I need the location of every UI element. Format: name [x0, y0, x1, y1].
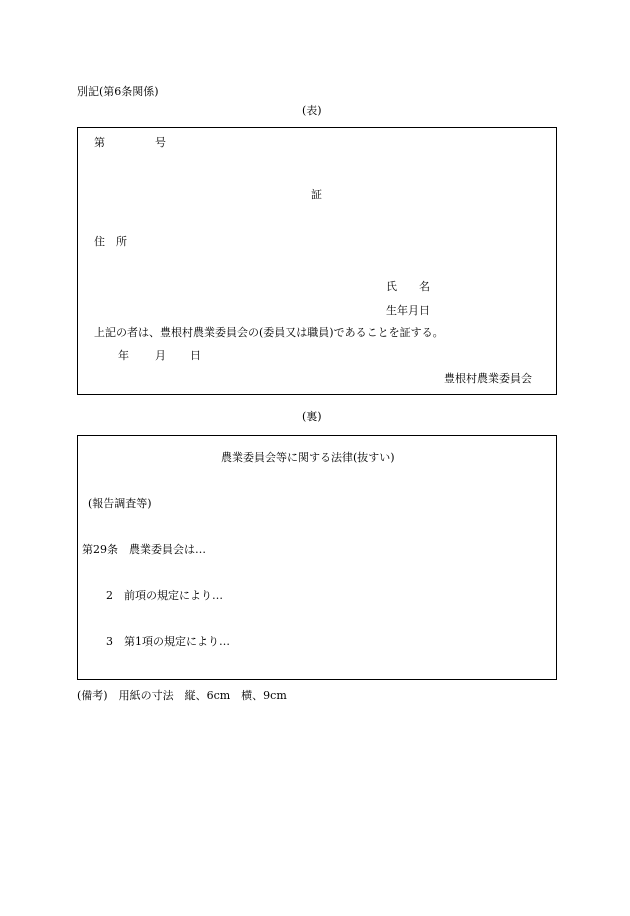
name-label: 氏 名: [386, 280, 430, 293]
date-month: 月: [155, 349, 166, 362]
article-29: 第29条 農業委員会は…: [82, 543, 206, 556]
certification-text: 上記の者は、豊根村農業委員会の(委員又は職員)であることを証する。: [94, 326, 444, 339]
back-side-label: (裏): [302, 410, 322, 423]
paragraph-3: 3 第1項の規定により…: [106, 635, 230, 648]
front-side-label: (表): [302, 104, 322, 117]
certificate-back: [77, 435, 557, 680]
size-note: (備考) 用紙の寸法 縦、6cm 横、9cm: [77, 689, 287, 702]
date-year: 年: [118, 349, 129, 362]
number-prefix: 第: [94, 136, 105, 149]
number-suffix: 号: [155, 136, 166, 149]
address-label: 住 所: [94, 235, 127, 248]
birthdate-label: 生年月日: [386, 304, 430, 317]
paragraph-2: 2 前項の規定により…: [106, 589, 223, 602]
issuer-name: 豊根村農業委員会: [444, 372, 532, 385]
annex-title: 別記(第6条関係): [77, 85, 159, 98]
law-title: 農業委員会等に関する法律(抜すい): [221, 451, 395, 464]
certificate-front: [77, 127, 557, 395]
certificate-title: 証: [311, 188, 322, 201]
section-heading: (報告調査等): [88, 497, 152, 510]
date-day: 日: [190, 349, 201, 362]
